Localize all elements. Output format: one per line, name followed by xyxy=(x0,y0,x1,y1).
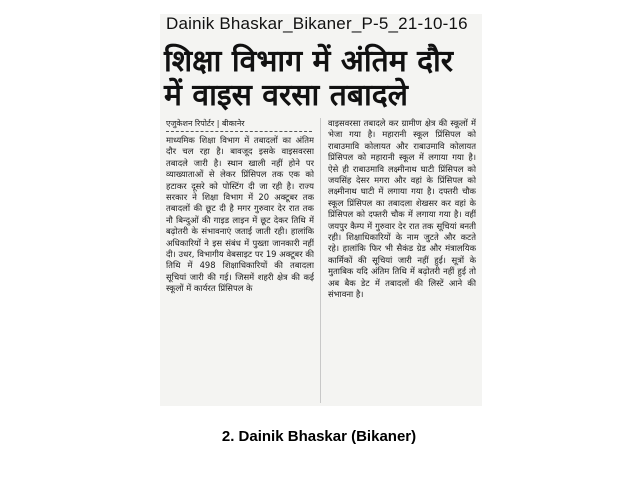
byline-divider xyxy=(166,131,312,132)
column-divider xyxy=(320,118,321,403)
article-text-left: माध्यमिक शिक्षा विभाग में तबादलों का अंतिम दौर चल रहा है। बावजूद इसके वाइसवरसा तबादले जारी है। स्थान खाली नहीं होने पर व्याख्याताओं से लेकर प्रिंसिपल तक एक को हटाकर दूसरे को पोस्टिंग दी जा रही है। राज्य सरकार ने शिक्षा विभाग में 20 अक्टूबर तक तबादलों की छूट दी है मगर गुरुवार देर रात तक नौ बिन्दुओं की गाइड लाइन में छूट देकर तिथि में बढ़ोतरी के संभावनाएं जताई जाती रही। हालांकि अधिकारियों ने इस संबंध में पुख्ता जानकारी नहीं दी। उधर, विभागीय वेबसाइट पर 19 अक्टूबर की तिथि में 498 शिक्षाधिकारियों की तबादला सूचियां जारी की गई। जिसमें शहरी क्षेत्र की कई स्कूलों में कार्यरत प्रिंसिपल के xyxy=(166,135,314,294)
article-column-left xyxy=(166,135,314,403)
article-text-right: वाइसवरसा तबादले कर ग्रामीण क्षेत्र की स्कूलों में भेजा गया है। महारानी स्कूल प्रिंसिपल को राबाउमावि कोलायत और राबाउमावि कोलायत प्रिंसिपल को महारानी स्कूल में लगाया गया है। ऐसे ही राबाउमावि लक्ष्मीनाथ घाटी प्रिंसिपल को जयसिंह देसर मगरा और वहां के प्रिंसिपल को लक्ष्मीनाथ घाटी में लगाया गया है। दफ्तरी चौक स्कूल प्रिंसिपल का तबादला शेखसर कर वहां के प्रिंसिपल को दफ्तरी चौक में लगाया गया है। वहीं जयपुर कैम्प में गुरुवार देर रात तक सूचियां बनती रही। शिक्षाधिकारियों के नाम जुटते और कटते रहे। हालांकि फिर भी सैकंड ग्रेड और मंत्रालयिक कार्मिकों की सूचियां जारी नहीं हुई। सूत्रों के मुताबिक यदि अंतिम तिथि में बढ़ोतरी नहीं हुई तो अब बैक डेट में तबादलों की लिस्टें आने की संभावना है। xyxy=(328,118,476,300)
headline-line-2: में वाइस वरसा तबादले xyxy=(164,78,409,113)
slide-caption: 2. Dainik Bhaskar (Bikaner) xyxy=(221,428,417,445)
newspaper-clipping xyxy=(160,14,482,406)
article-column-right xyxy=(328,118,476,404)
headline-line-1: शिक्षा विभाग में अंतिम दौर xyxy=(164,44,454,79)
clipping-source-label: Dainik Bhaskar_Bikaner_P-5_21-10-16 xyxy=(166,14,468,33)
byline: एजुकेशन रिपोर्टर | बीकानेर xyxy=(166,119,245,128)
